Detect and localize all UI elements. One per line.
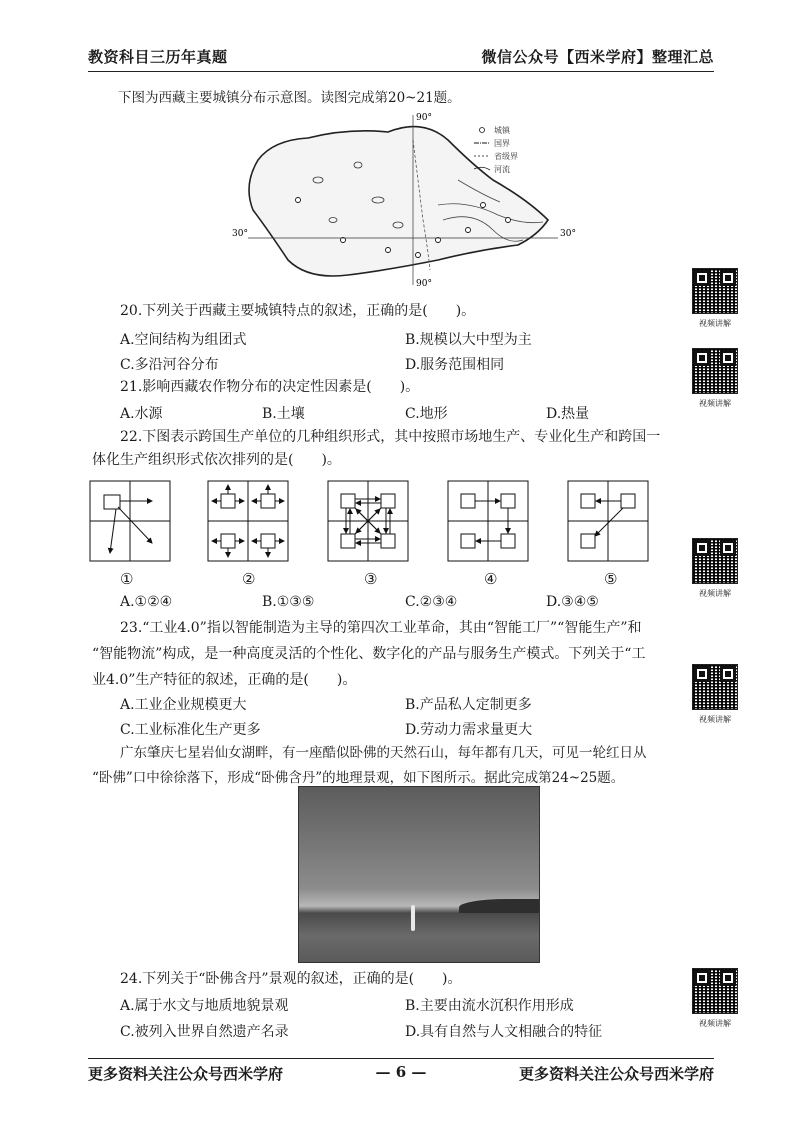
qr-code-icon <box>692 968 738 1014</box>
q22-option-b: B.①③⑤ <box>262 594 315 610</box>
q23-option-d: D.劳动力需求量更大 <box>405 722 533 738</box>
tibet-map <box>232 110 578 290</box>
diagram-5 <box>568 481 648 561</box>
question-23-stem-line1: 23.“工业4.0”指以智能制造为主导的第四次工业革命，其由“智能工厂”“智能生产”和 <box>120 620 642 636</box>
qr-code-q23[interactable]: 视频讲解 <box>692 664 738 725</box>
q23-option-b: B.产品私人定制更多 <box>405 697 532 713</box>
q20-option-a: A.空间结构为组团式 <box>120 332 247 348</box>
qr-code-q22[interactable]: 视频讲解 <box>692 538 738 599</box>
q24-option-c: C.被列入世界自然遗产名录 <box>120 1024 289 1040</box>
page-footer <box>88 1058 714 1084</box>
label-90-bottom: 90° <box>416 279 432 289</box>
question-22-stem-line2: 体化生产组织形式依次排列的是( )。 <box>92 452 341 468</box>
question-23-stem-line3: 业4.0”生产特征的叙述，正确的是( )。 <box>92 672 357 688</box>
svg-text:省级界: 省级界 <box>494 152 518 161</box>
q20-option-b: B.规模以大中型为主 <box>405 332 532 348</box>
q21-option-b: B.土壤 <box>262 406 305 422</box>
label-30-right: 30° <box>560 229 576 239</box>
question-22-stem-line1: 22.下图表示跨国生产单位的几种组织形式，其中按照市场地生产、专业化生产和跨国一 <box>120 429 661 445</box>
q23-option-c: C.工业标准化生产更多 <box>120 722 261 738</box>
q22-option-c: C.②③④ <box>405 594 458 610</box>
diagram-label-3: ③ <box>364 570 378 588</box>
tibet-outline <box>249 127 548 276</box>
diagram-4 <box>448 481 528 561</box>
svg-text:河流: 河流 <box>494 165 510 174</box>
q21-option-d: D.热量 <box>546 406 590 422</box>
qr-code-q20[interactable]: 视频讲解 <box>692 268 738 329</box>
question-23-stem-line2: “智能物流”构成，是一种高度灵活的个性化、数字化的产品与服务生产模式。下列关于“工 <box>92 646 646 662</box>
qr-code-icon <box>692 348 738 394</box>
qr-code-q21[interactable]: 视频讲解 <box>692 348 738 409</box>
q23-option-a: A.工业企业规模更大 <box>120 697 247 713</box>
intro-24-25-line1: 广东肇庆七星岩仙女湖畔，有一座酷似卧佛的天然石山，每年都有几天，可见一轮红日从 <box>120 745 647 761</box>
q21-option-a: A.水源 <box>120 406 163 422</box>
qr-code-icon <box>692 268 738 314</box>
header-left: 教资科目三历年真题 <box>88 48 228 66</box>
question-20-stem: 20.下列关于西藏主要城镇特点的叙述，正确的是( )。 <box>120 303 476 319</box>
q21-option-c: C.地形 <box>405 406 448 422</box>
diagram-label-5: ⑤ <box>604 570 618 588</box>
footer-left: 更多资料关注公众号西米学府 <box>88 1065 284 1083</box>
diagram-label-1: ① <box>120 570 134 588</box>
page-number: — 6 — <box>375 1063 427 1081</box>
svg-text:城镇: 城镇 <box>494 126 510 135</box>
page-header <box>88 46 714 72</box>
qr-code-icon <box>692 538 738 584</box>
diagram-label-2: ② <box>242 570 256 588</box>
footer-right: 更多资料关注公众号西米学府 <box>518 1065 714 1083</box>
svg-text:国界: 国界 <box>494 139 510 148</box>
question-21-stem: 21.影响西藏农作物分布的决定性因素是( )。 <box>120 379 420 395</box>
label-30-left: 30° <box>232 229 248 239</box>
diagram-2 <box>208 481 288 561</box>
diagram-1 <box>90 481 170 561</box>
q22-option-a: A.①②④ <box>120 594 173 610</box>
question-24-stem: 24.下列关于“卧佛含丹”景观的叙述，正确的是( )。 <box>120 971 462 987</box>
qr-code-q24[interactable]: 视频讲解 <box>692 968 738 1029</box>
q24-option-a: A.属于水文与地质地貌景观 <box>120 998 289 1014</box>
qr-code-icon <box>692 664 738 710</box>
header-right: 微信公众号【西米学府】整理汇总 <box>481 48 714 66</box>
q24-option-b: B.主要由流水沉积作用形成 <box>405 998 574 1014</box>
diagram-label-4: ④ <box>484 570 498 588</box>
reclining-buddha-hill <box>459 899 539 913</box>
intro-20-21: 下图为西藏主要城镇分布示意图。读图完成第20~21题。 <box>118 90 461 106</box>
label-90-top: 90° <box>416 113 432 123</box>
diagram-3 <box>328 481 408 561</box>
q22-option-d: D.③④⑤ <box>546 594 599 610</box>
q20-option-c: C.多沿河谷分布 <box>120 357 219 373</box>
q24-option-d: D.具有自然与人文相融合的特征 <box>405 1024 603 1040</box>
q22-diagrams <box>90 481 670 571</box>
q20-option-d: D.服务范围相同 <box>405 357 505 373</box>
sunset-photo <box>298 786 540 963</box>
map-legend <box>474 125 518 174</box>
intro-24-25-line2: “卧佛”口中徐徐落下，形成“卧佛含丹”的地理景观，如下图所示。据此完成第24~25题。 <box>92 770 625 786</box>
sun-reflection <box>411 905 415 931</box>
